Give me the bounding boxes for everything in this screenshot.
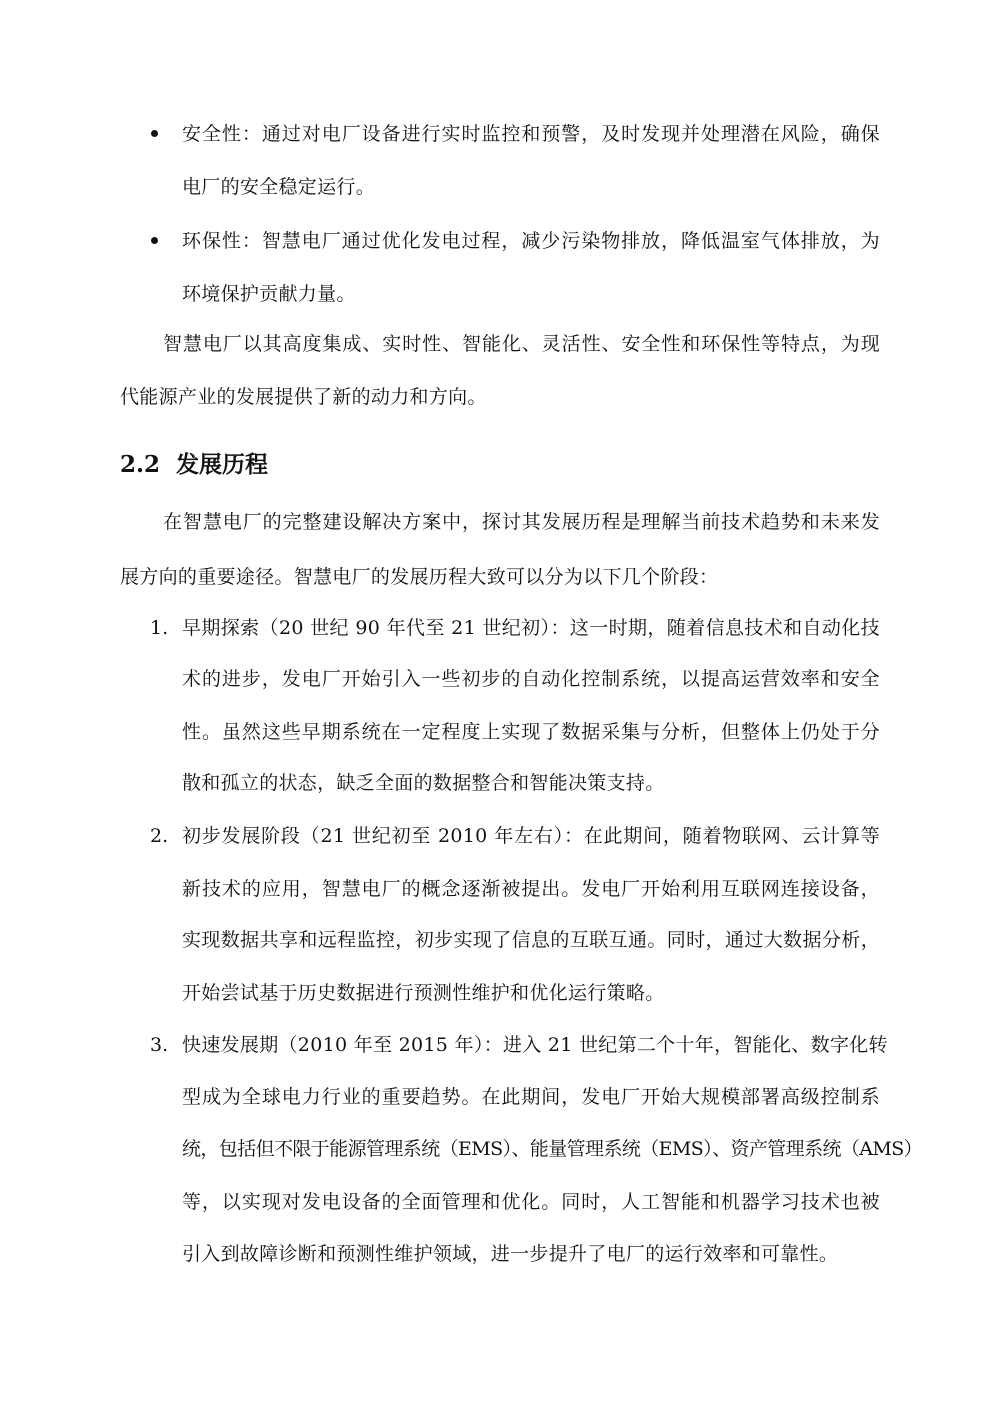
stage-3-line-2: 型成为全球电力行业的重要趋势。在此期间，发电厂开始大规模部署高级控制系	[182, 1086, 880, 1108]
intro-line-1: 在智慧电厂的完整建设解决方案中，探讨其发展历程是理解当前技术趋势和未来发	[163, 511, 880, 533]
bullet-2-line-1: 环保性：智慧电厂通过优化发电过程，减少污染物排放，降低温室气体排放，为	[182, 230, 880, 252]
bullet-dot-icon	[151, 130, 158, 137]
stage-3-line-5: 引入到故障诊断和预测性维护领域，进一步提升了电厂的运行效率和可靠性。	[182, 1243, 839, 1265]
summary-line-1: 智慧电厂以其高度集成、实时性、智能化、灵活性、安全性和环保性等特点，为现	[163, 333, 880, 355]
stage-3-line-3: 统，包括但不限于能源管理系统（EMS）、能量管理系统（EMS）、资产管理系统（AMS）	[182, 1138, 923, 1160]
bullet-1-line-1: 安全性：通过对电厂设备进行实时监控和预警，及时发现并处理潜在风险，确保	[182, 123, 880, 145]
stage-3-line-1: 快速发展期（2010 年至 2015 年）：进入 21 世纪第二个十年，智能化、数字化转	[182, 1034, 888, 1056]
stage-2-line-3: 实现数据共享和远程监控，初步实现了信息的互联互通。同时，通过大数据分析，	[182, 929, 880, 951]
bullet-dot-icon	[151, 237, 158, 244]
stage-2-number: 2.	[150, 825, 169, 847]
section-title: 发展历程	[176, 451, 269, 478]
stage-1-line-4: 散和孤立的状态，缺乏全面的数据整合和智能决策支持。	[182, 772, 665, 794]
section-number: 2.2	[120, 451, 161, 478]
stage-1-line-2: 术的进步，发电厂开始引入一些初步的自动化控制系统，以提高运营效率和安全	[182, 668, 880, 690]
section-heading	[120, 450, 268, 480]
bullet-2-line-2: 环境保护贡献力量。	[182, 283, 356, 305]
stage-2-line-2: 新技术的应用，智慧电厂的概念逐渐被提出。发电厂开始利用互联网连接设备，	[182, 878, 880, 900]
bullet-1-line-2: 电厂的安全稳定运行。	[182, 176, 376, 198]
stage-3-line-4: 等，以实现对发电设备的全面管理和优化。同时，人工智能和机器学习技术也被	[182, 1191, 880, 1213]
stage-1-line-3: 性。虽然这些早期系统在一定程度上实现了数据采集与分析，但整体上仍处于分	[182, 721, 880, 743]
stage-3-number: 3.	[150, 1034, 169, 1056]
summary-line-2: 代能源产业的发展提供了新的动力和方向。	[120, 386, 487, 408]
stage-2-line-1: 初步发展阶段（21 世纪初至 2010 年左右）：在此期间，随着物联网、云计算等	[182, 825, 880, 847]
stage-1-number: 1.	[150, 617, 169, 639]
stage-2-line-4: 开始尝试基于历史数据进行预测性维护和优化运行策略。	[182, 982, 665, 1004]
intro-line-2: 展方向的重要途径。智慧电厂的发展历程大致可以分为以下几个阶段：	[120, 566, 719, 588]
stage-1-line-1: 早期探索（20 世纪 90 年代至 21 世纪初）：这一时期，随着信息技术和自动化技	[182, 617, 880, 639]
